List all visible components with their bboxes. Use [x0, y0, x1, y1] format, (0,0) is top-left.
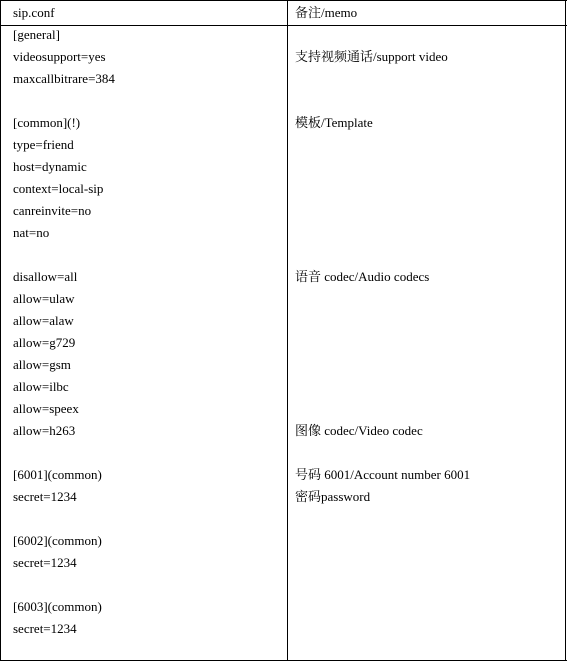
config-line: allow=alaw	[13, 313, 74, 328]
config-line: secret=1234	[13, 621, 77, 636]
config-line: [common](!)	[13, 115, 81, 130]
table-border-left	[0, 0, 1, 661]
config-line: context=local-sip	[13, 181, 104, 196]
config-line: allow=h263	[13, 423, 76, 438]
config-line: maxcallbitrare=384	[13, 71, 115, 86]
config-line: videosupport=yes	[13, 49, 106, 64]
config-line: allow=gsm	[13, 357, 71, 372]
config-line: nat=no	[13, 225, 50, 240]
config-line: allow=g729	[13, 335, 76, 350]
table-border-right	[565, 0, 566, 661]
memo-line: 语音 codec/Audio codecs	[295, 269, 430, 284]
config-line: disallow=all	[13, 269, 78, 284]
config-line: secret=1234	[13, 555, 77, 570]
table-border-bottom	[0, 660, 567, 661]
header-sip-conf: sip.conf	[13, 5, 55, 20]
config-line: allow=ulaw	[13, 291, 75, 306]
config-line: [general]	[13, 27, 60, 42]
config-line: [6002](common)	[13, 533, 102, 548]
table-border-top	[0, 0, 567, 1]
header-divider	[0, 25, 567, 26]
memo-line: 模板/Template	[295, 115, 373, 130]
config-line: [6001](common)	[13, 467, 102, 482]
memo-line: 号码 6001/Account number 6001	[295, 467, 471, 482]
memo-line: 图像 codec/Video codec	[295, 423, 423, 438]
config-line: canreinvite=no	[13, 203, 92, 218]
column-divider	[287, 0, 288, 661]
memo-line: 密码password	[295, 489, 371, 504]
config-line: secret=1234	[13, 489, 77, 504]
config-line: allow=ilbc	[13, 379, 69, 394]
config-line: [6003](common)	[13, 599, 102, 614]
header-memo: 备注/memo	[295, 5, 358, 20]
config-line: host=dynamic	[13, 159, 87, 174]
config-line: type=friend	[13, 137, 74, 152]
memo-line: 支持视频通话/support video	[295, 49, 448, 64]
config-line: allow=speex	[13, 401, 79, 416]
